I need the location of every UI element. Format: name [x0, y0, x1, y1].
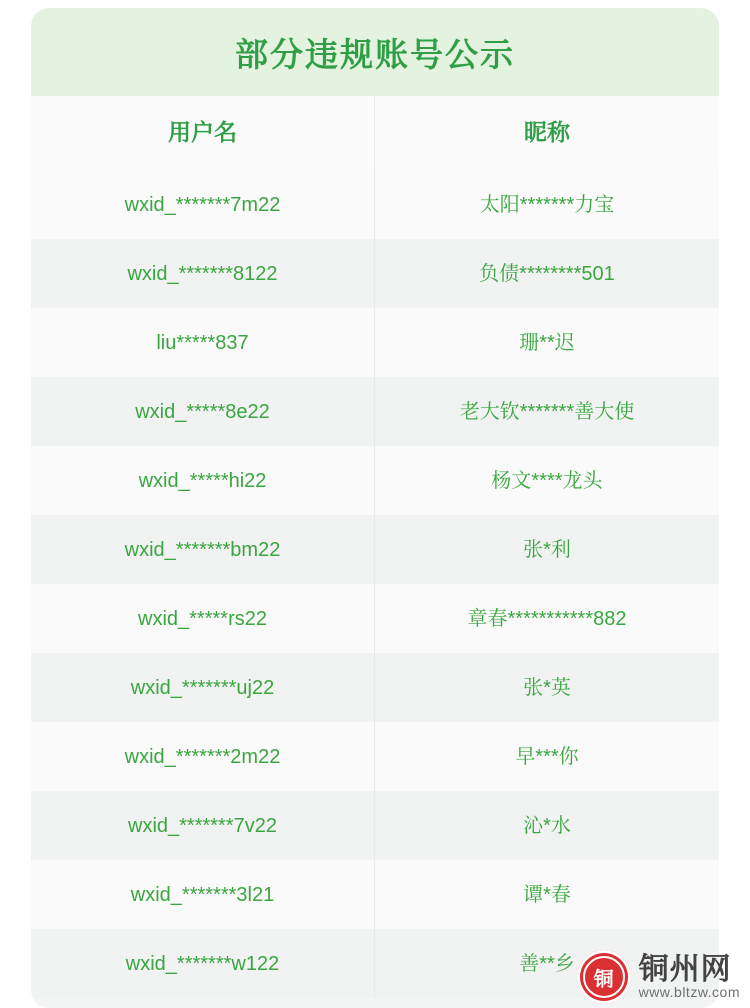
cell-username: wxid_*****rs22	[31, 584, 375, 653]
page-title: 部分违规账号公示	[235, 35, 515, 73]
table-header-row	[31, 96, 719, 170]
cell-username: wxid_*****hi22	[31, 446, 375, 515]
card-header	[31, 8, 719, 96]
cell-nickname: 善**乡	[519, 952, 575, 975]
cell-nickname: 老大钦*******善大使	[459, 400, 635, 423]
watermark-text	[639, 954, 740, 1000]
column-header-username	[31, 96, 375, 170]
table-row	[31, 377, 719, 446]
cell-username: wxid_*******7m22	[31, 170, 375, 239]
table-row	[31, 239, 719, 308]
cell-nickname: 太阳*******力宝	[479, 193, 615, 216]
cell-username: wxid_*******8122	[31, 239, 375, 308]
table-row	[31, 446, 719, 515]
cell-nickname: 早***你	[515, 745, 579, 768]
cell-nickname: 负债********501	[479, 262, 615, 285]
cell-username: wxid_*******7v22	[31, 791, 375, 860]
notice-card	[31, 8, 719, 1008]
site-url: www.bltzw.com	[638, 984, 740, 1001]
watermark	[577, 950, 740, 1004]
site-logo-icon	[577, 950, 631, 1004]
cell-username: wxid_*******2m22	[31, 722, 375, 791]
cell-username: wxid_*******bm22	[31, 515, 375, 584]
cell-username: wxid_*****8e22	[31, 377, 375, 446]
cell-username: wxid_*******3l21	[31, 860, 375, 929]
cell-nickname: 章春***********882	[467, 607, 627, 630]
cell-nickname: 杨文****龙头	[491, 469, 603, 492]
violation-accounts-table	[31, 96, 719, 998]
table-row	[31, 515, 719, 584]
cell-nickname: 谭*春	[523, 883, 571, 906]
table-row	[31, 860, 719, 929]
cell-nickname: 张*利	[523, 538, 571, 561]
cell-username: wxid_*******uj22	[31, 653, 375, 722]
site-logo-glyph: 铜	[583, 956, 625, 998]
site-name: 铜州网	[638, 952, 732, 986]
column-header-nickname-label: 昵称	[524, 119, 570, 146]
cell-username: wxid_*******w122	[31, 929, 375, 998]
table-row	[31, 584, 719, 653]
table-row	[31, 308, 719, 377]
table-row	[31, 653, 719, 722]
cell-nickname: 珊**迟	[519, 331, 575, 354]
cell-nickname: 沁*水	[523, 814, 571, 837]
column-header-nickname	[375, 96, 719, 170]
table-row	[31, 791, 719, 860]
cell-username: liu*****837	[31, 308, 375, 377]
table-row	[31, 722, 719, 791]
column-header-username-label: 用户名	[168, 119, 237, 146]
table-row	[31, 170, 719, 239]
cell-nickname: 张*英	[523, 676, 571, 699]
